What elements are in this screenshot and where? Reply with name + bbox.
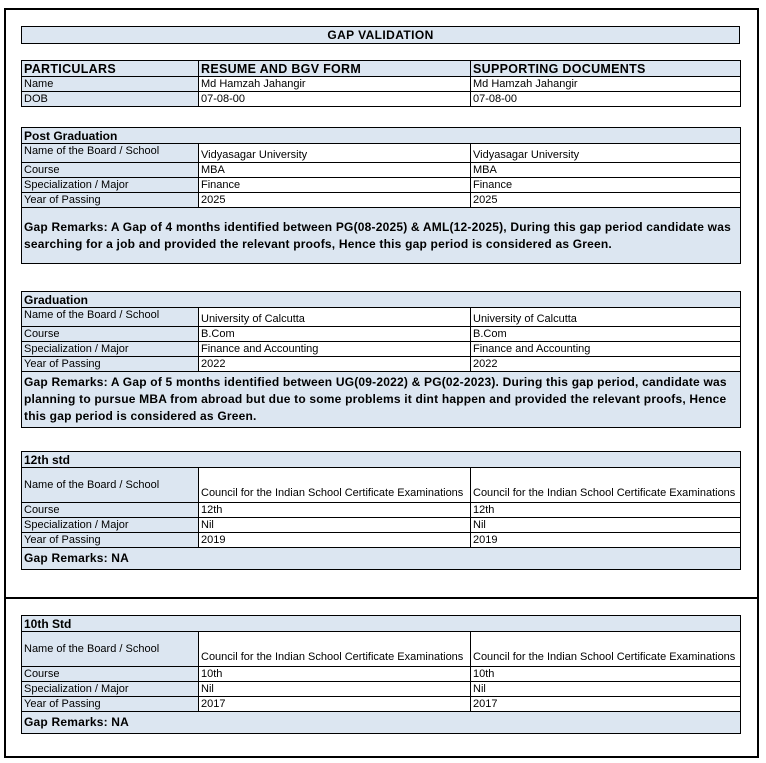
table-row [22, 518, 741, 533]
resume-value: Council for the Indian School Certificate Examinations [199, 632, 471, 667]
table-row [22, 342, 741, 357]
document-value: 2019 [471, 533, 741, 548]
section-title: Post Graduation [22, 128, 741, 144]
table-row [22, 327, 741, 342]
gap-remarks: Gap Remarks: A Gap of 5 months identified between UG(09-2022) & PG(02-2023). During this gap period, candidate was planning to pursue MBA from abroad but due to some problems it dint happen and provided the relevant proofs, Hence this gap period is considered as Green. [22, 372, 741, 428]
document-value: MBA [471, 163, 741, 178]
table-row [22, 697, 741, 712]
resume-value: 2017 [199, 697, 471, 712]
row-label: Name of the Board / School [22, 632, 199, 667]
document-value: Finance and Accounting [471, 342, 741, 357]
document-value: Finance [471, 178, 741, 193]
row-label: Course [22, 667, 199, 682]
table-row [22, 357, 741, 372]
column-header-row [22, 61, 741, 77]
particulars-table [21, 60, 741, 107]
row-label: Name of the Board / School [22, 308, 199, 327]
document-value: Council for the Indian School Certificate Examinations [471, 632, 741, 667]
row-label: DOB [22, 92, 199, 107]
column-header-resume: RESUME AND BGV FORM [199, 61, 471, 77]
table-row [22, 468, 741, 503]
resume-value: 10th [199, 667, 471, 682]
table-row [22, 682, 741, 697]
row-label: Course [22, 327, 199, 342]
table-row-name [22, 77, 741, 92]
resume-value: 2022 [199, 357, 471, 372]
page-title: GAP VALIDATION [22, 27, 740, 44]
row-label: Specialization / Major [22, 342, 199, 357]
row-label: Year of Passing [22, 357, 199, 372]
document-value: Nil [471, 682, 741, 697]
section-title: 10th Std [22, 616, 741, 632]
row-label: Name of the Board / School [22, 468, 199, 503]
page-break-divider [4, 597, 759, 599]
row-label: Name of the Board / School [22, 144, 199, 163]
table-row [22, 193, 741, 208]
document-value: 10th [471, 667, 741, 682]
resume-value: University of Calcutta [199, 308, 471, 327]
resume-value: B.Com [199, 327, 471, 342]
table-row [22, 178, 741, 193]
column-header-particulars: PARTICULARS [22, 61, 199, 77]
resume-value: 07-08-00 [199, 92, 471, 107]
table-row-dob [22, 92, 741, 107]
row-label: Specialization / Major [22, 178, 199, 193]
section-12th-std [21, 451, 741, 570]
row-label: Course [22, 503, 199, 518]
title-table [21, 26, 740, 44]
section-title: 12th std [22, 452, 741, 468]
resume-value: Nil [199, 682, 471, 697]
row-label: Year of Passing [22, 697, 199, 712]
document-value: 2022 [471, 357, 741, 372]
resume-value: 2019 [199, 533, 471, 548]
resume-value: MBA [199, 163, 471, 178]
table-row [22, 632, 741, 667]
table-row [22, 667, 741, 682]
resume-value: Finance and Accounting [199, 342, 471, 357]
resume-value: Md Hamzah Jahangir [199, 77, 471, 92]
row-label: Year of Passing [22, 533, 199, 548]
table-row [22, 533, 741, 548]
row-label: Year of Passing [22, 193, 199, 208]
document-value: Council for the Indian School Certificate Examinations [471, 468, 741, 503]
resume-value: 12th [199, 503, 471, 518]
section-title: Graduation [22, 292, 741, 308]
document-value: 2017 [471, 697, 741, 712]
document-value: B.Com [471, 327, 741, 342]
table-row [22, 503, 741, 518]
document-value: 07-08-00 [471, 92, 741, 107]
document-value: 12th [471, 503, 741, 518]
row-label: Course [22, 163, 199, 178]
resume-value: Council for the Indian School Certificate Examinations [199, 468, 471, 503]
gap-remarks: Gap Remarks: NA [22, 712, 741, 734]
table-row [22, 163, 741, 178]
section-graduation [21, 291, 741, 428]
document-value: University of Calcutta [471, 308, 741, 327]
resume-value: Finance [199, 178, 471, 193]
document-value: Md Hamzah Jahangir [471, 77, 741, 92]
row-label: Specialization / Major [22, 682, 199, 697]
document-value: Nil [471, 518, 741, 533]
resume-value: Vidyasagar University [199, 144, 471, 163]
gap-remarks: Gap Remarks: A Gap of 4 months identified between PG(08-2025) & AML(12-2025), During this gap period candidate was searching for a job and provided the relevant proofs, Hence this gap period is considered as Green. [22, 208, 741, 264]
row-label: Specialization / Major [22, 518, 199, 533]
table-row [22, 144, 741, 163]
section-post-graduation [21, 127, 741, 264]
resume-value: 2025 [199, 193, 471, 208]
document-value: 2025 [471, 193, 741, 208]
row-label: Name [22, 77, 199, 92]
table-row [22, 308, 741, 327]
gap-remarks: Gap Remarks: NA [22, 548, 741, 570]
document-value: Vidyasagar University [471, 144, 741, 163]
column-header-documents: SUPPORTING DOCUMENTS [471, 61, 741, 77]
resume-value: Nil [199, 518, 471, 533]
section-10th-std [21, 615, 741, 734]
